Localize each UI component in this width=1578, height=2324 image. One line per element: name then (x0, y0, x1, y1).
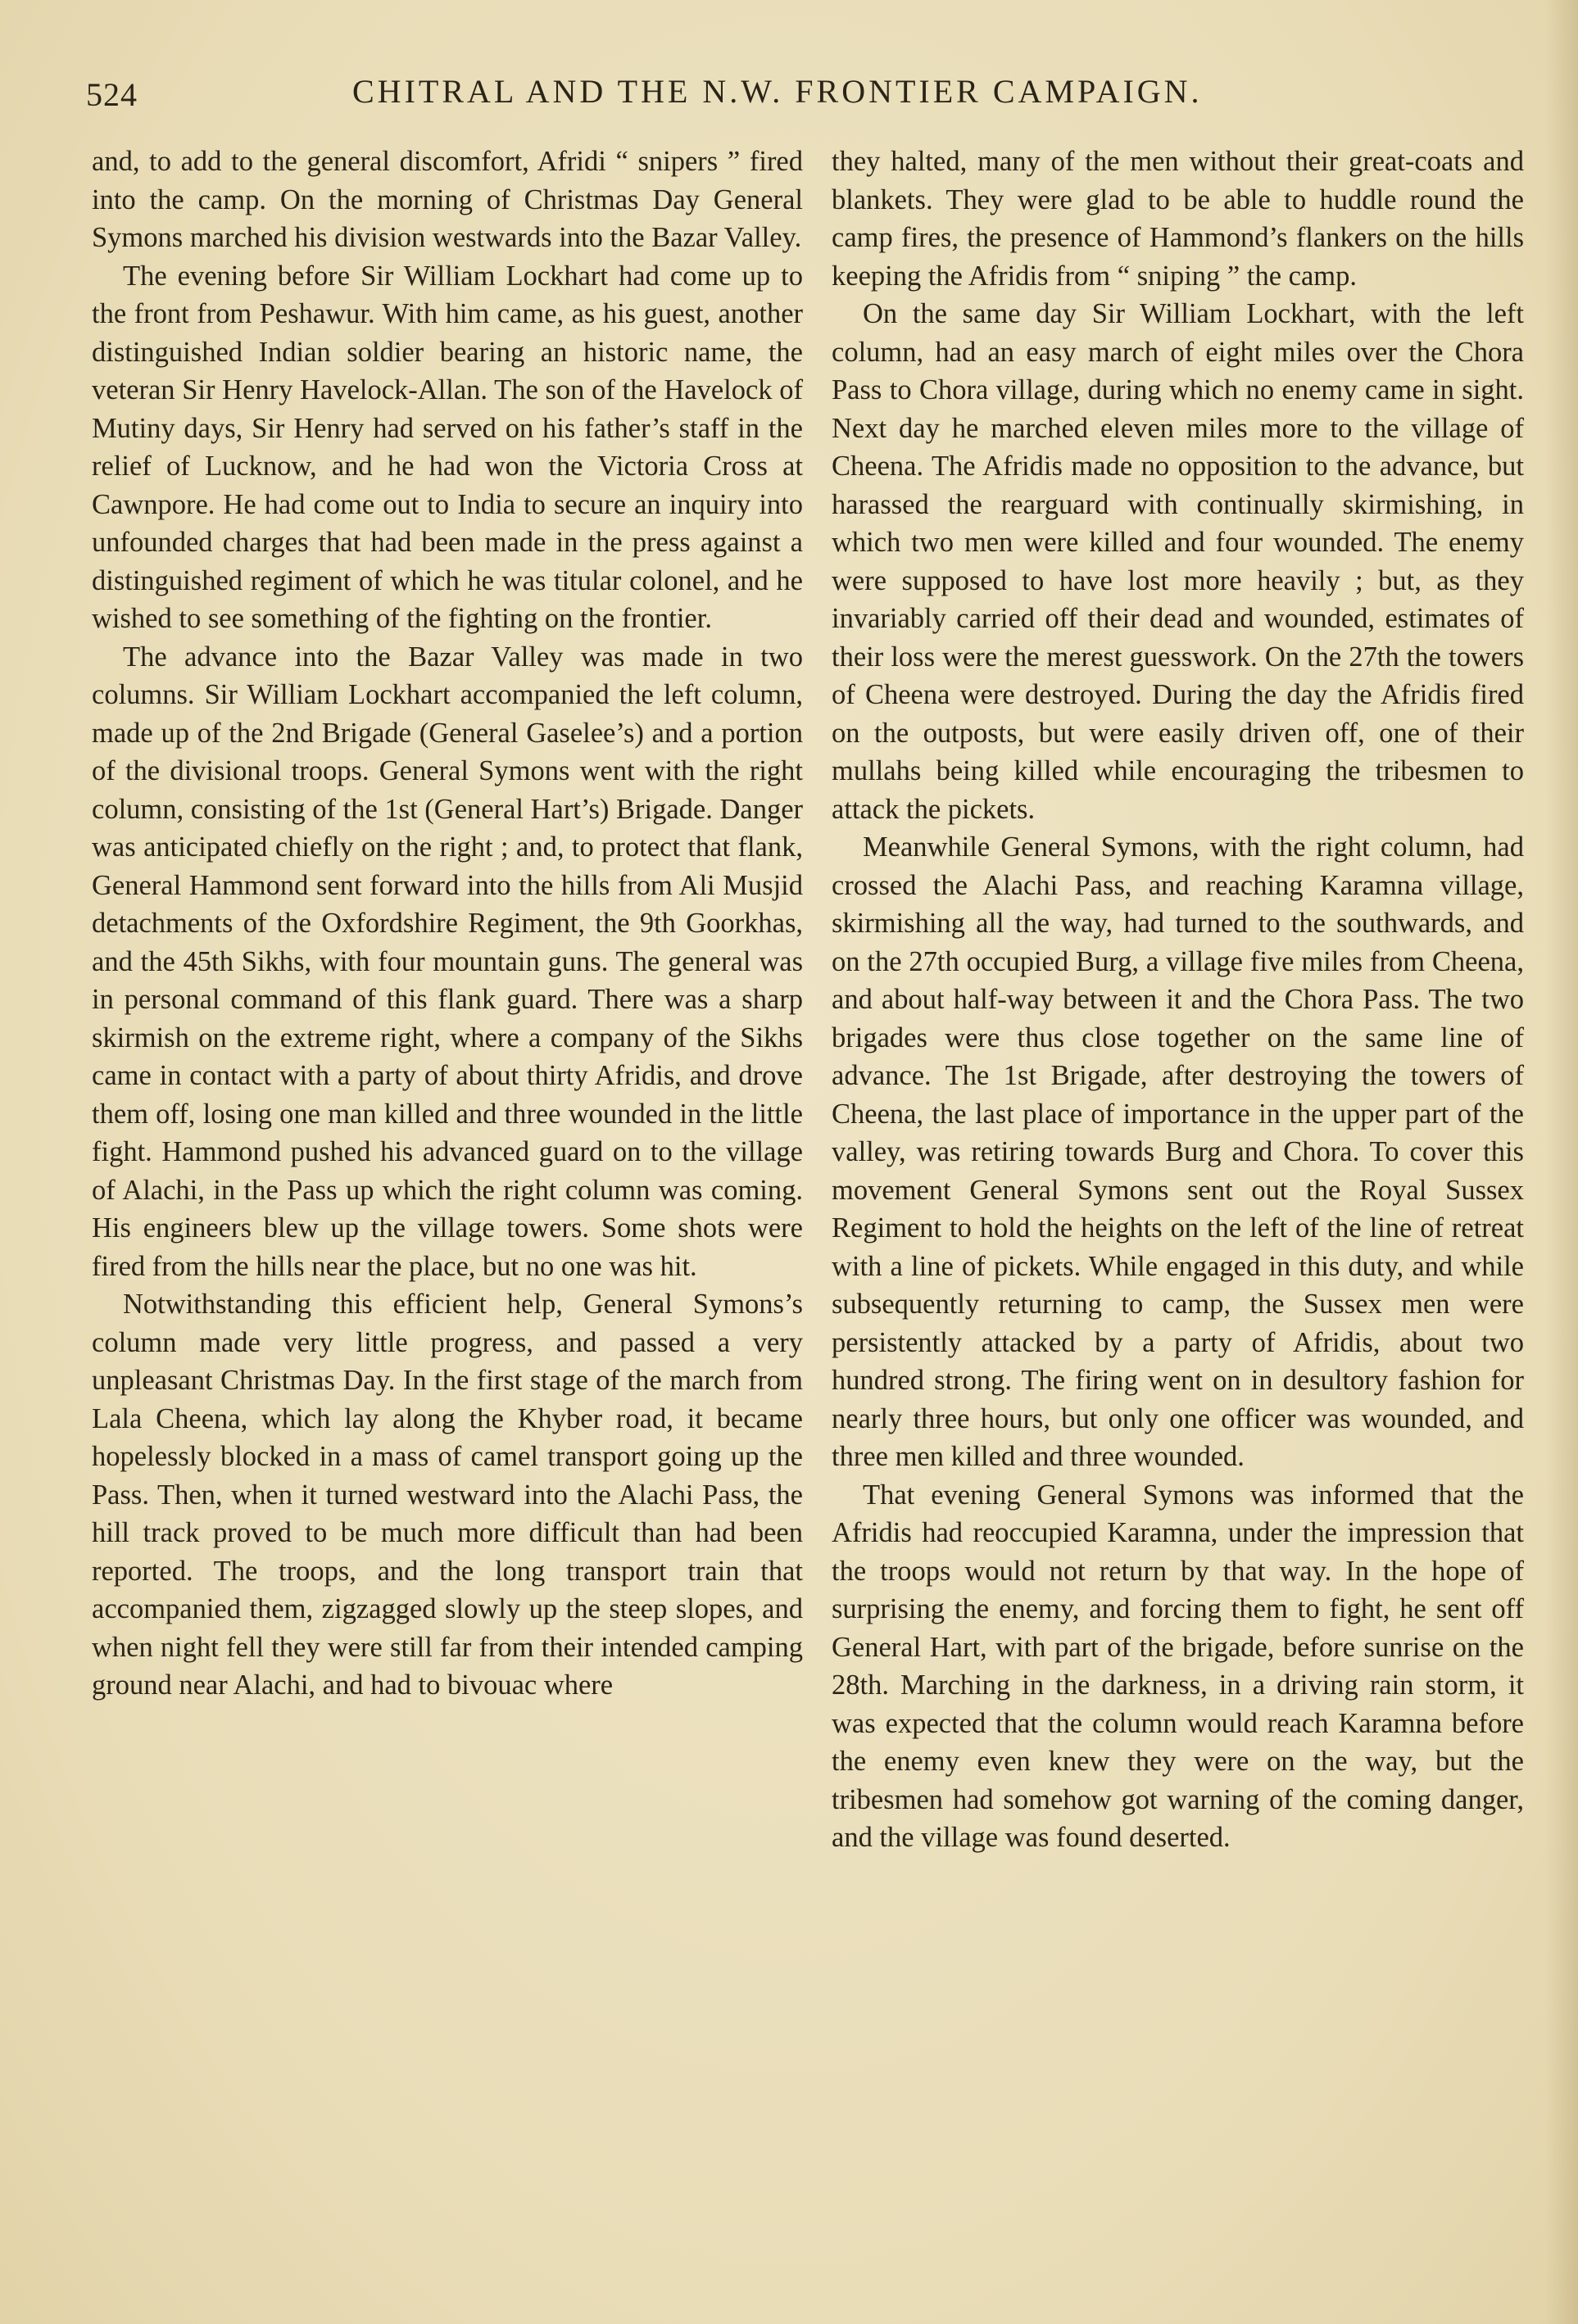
paragraph: Meanwhile General Symons, with the right column, had crossed the Alachi Pass, and reaching Karamna village, skirmishing all the way, had turned to the southwards, and on the 27th occupied Burg, a village five miles from Cheena, and about half-way between it and the Chora Pass. The two brigades were thus close together on the same line of advance. The 1st Brigade, after destroying the towers of Cheena, the last place of importance in the upper part of the valley, was retiring towards Burg and Chora. To cover this movement General Symons sent out the Royal Sussex Regiment to hold the heights on the left of the line of retreat with a line of pickets. While engaged in this duty, and while subsequently returning to camp, the Sussex men were persistently attacked by a party of Afridis, about two hundred strong. The firing went on in desultory fashion for nearly three hours, but only one officer was wounded, and three men killed and three wounded. (832, 831, 1524, 1472)
right-column (832, 143, 1524, 1857)
running-title: CHITRAL AND THE N.W. FRONTIER CAMPAIGN. (352, 73, 1203, 110)
paragraph: On the same day Sir William Lockhart, with the left column, had an easy march of eight miles over the Chora Pass to Chora village, during which no enemy came in sight. Next day he marched eleven miles more to the village of Cheena. The Afridis made no opposition to the advance, but harassed the rearguard with continually skirmishing, in which two men were killed and four wounded. The enemy were supposed to have lost more heavily ; but, as they invariably carried off their dead and wounded, estimates of their loss were the merest guesswork. On the 27th the towers of Cheena were destroyed. During the day the Afridis fired on the outposts, but were easily driven off, one of their mullahs being killed while encouraging the tribesmen to attack the pickets. (832, 298, 1524, 825)
left-column (92, 143, 803, 1705)
paragraph: The advance into the Bazar Valley was made in two columns. Sir William Lockhart accompanied the left column, made up of the 2nd Brigade (General Gaselee’s) and a portion of the divisional troops. General Symons went with the right column, consisting of the 1st (General Hart’s) Brigade. Danger was anticipated chiefly on the right ; and, to protect that flank, General Hammond sent forward into the hills from Ali Musjid detachments of the Oxfordshire Regiment, the 9th Goorkhas, and the 45th Sikhs, with four mountain guns. The general was in personal command of this flank guard. There was a sharp skirmish on the extreme right, where a company of the Sikhs came in contact with a party of about thirty Afridis, and drove them off, losing one man killed and three wounded in the little fight. Hammond pushed his advanced guard on to the village of Alachi, in the Pass up which the right column was coming. His engineers blew up the village towers. Some shots were fired from the hills near the place, but no one was hit. (92, 641, 804, 1282)
paragraph: they halted, many of the men without their great-coats and blankets. They were glad to be able to huddle round the camp fires, the presence of Hammond’s flankers on the hills keeping the Afridis from “ sniping ” the camp. (832, 146, 1524, 292)
page-edge-shadow (1545, 0, 1578, 2324)
paragraph: Notwithstanding this efficient help, General Symons’s column made very little progress, and passed a very unpleasant Christmas Day. In the first stage of the march from Lala Cheena, which lay along the Khyber road, it became hopelessly blocked in a mass of camel transport going up the Pass. Then, when it turned westward into the Alachi Pass, the hill track proved to be much more difficult than had been reported. The troops, and the long transport train that accompanied them, zigzagged slowly up the steep slopes, and when night fell they were still far from their intended camping ground near Alachi, and had to bivouac where (92, 1289, 803, 1701)
paragraph: The evening before Sir William Lockhart had come up to the front from Peshawur. With him came, as his guest, another distinguished Indian soldier bearing an historic name, the veteran Sir Henry Havelock-Allan. The son of the Havelock of Mutiny days, Sir Henry had served on his father’s staff in the relief of Lucknow, and he had won the Victoria Cross at Cawnpore. He had come out to India to secure an inquiry into unfounded charges that had been made in the press against a distinguished regiment of which he was titular colonel, and he wished to see something of the fighting on the frontier. (92, 260, 803, 634)
paragraph: That evening General Symons was informed that the Afridis had reoccupied Karamna, under the impression that the troops would not return by that way. In the hope of surprising the enemy, and forcing them to fight, he sent off General Hart, with part of the brigade, before sunrise on the 28th. Marching in the darkness, in a driving rain storm, it was expected that the column would reach Karamna before the enemy even knew they were on the way, but the tribesmen had somehow got warning of the coming danger, and the village was found deserted. (832, 1479, 1524, 1853)
page-number: 524 (86, 76, 138, 113)
paragraph: and, to add to the general discomfort, Afridi “ snipers ” fired into the camp. On the morning of Christmas Day General Symons marched his division westwards into the Bazar Valley. (92, 146, 803, 253)
